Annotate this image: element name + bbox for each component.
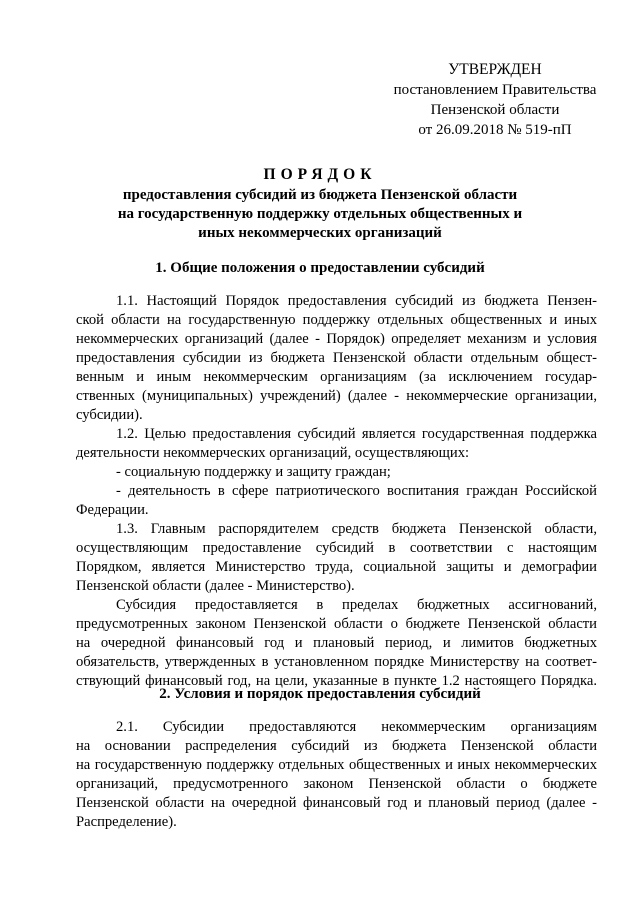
paragraph-line: организаций, предусмотренного законом Пензенской области о бюджете (76, 776, 597, 792)
paragraph-line: Федерации. (76, 502, 149, 518)
paragraph-line: на основании распределения субсидий из бюджета Пензенской области (76, 738, 597, 754)
section-1-body (76, 292, 597, 691)
paragraph-line: 1.1. Настоящий Порядок предоставления субсидий из бюджета Пензен- (116, 293, 597, 309)
paragraph-line: Порядком, является Министерство труда, социальной защиты и демографии (76, 559, 597, 575)
paragraph-line: венным и иным некоммерческим организациям (за исключением государ- (76, 369, 597, 385)
paragraph-line: 2.1. Субсидии предоставляются некоммерческим организациям (116, 719, 597, 735)
section-1-heading: 1. Общие положения о предоставлении субсидий (155, 260, 485, 276)
title-word: ПОРЯДОК (263, 166, 377, 183)
list-item: - деятельность в сфере патриотического воспитания граждан Российской (116, 483, 597, 499)
paragraph-line: на государственную поддержку отдельных общественных и иных некоммерческих (76, 757, 597, 773)
paragraph-line: субсидии). (76, 407, 143, 423)
section-2-body (76, 718, 597, 832)
title-line-3: иных некоммерческих организаций (198, 225, 442, 241)
paragraph-line: ской области на государственную поддержку отдельных общественных и иных (76, 312, 597, 328)
section-2-heading: 2. Условия и порядок предоставления субсидий (159, 686, 481, 702)
paragraph-line: некоммерческих организаций (далее - Порядок) определяет механизм и условия (76, 331, 597, 347)
approval-stamp (380, 60, 610, 140)
approval-line-2: Пензенской области (430, 102, 560, 118)
paragraph-line: ственных (муниципальных) учреждений) (далее - некоммерческие организации, (76, 388, 597, 404)
title-line-2: на государственную поддержку отдельных общественных и (117, 206, 523, 222)
approval-line-1: постановлением Правительства (393, 82, 597, 98)
paragraph-line: Субсидия предоставляется в пределах бюджетных ассигнований, (116, 597, 597, 613)
paragraph-line: Распределение). (76, 814, 177, 830)
list-item: - социальную поддержку и защиту граждан; (116, 464, 391, 480)
paragraph-line: обязательств, утвержденных в установленном порядке Министерству на соответ- (76, 654, 597, 670)
paragraph-line: деятельности некоммерческих организаций, осуществляющих: (76, 445, 470, 461)
paragraph-line: предусмотренных законом Пензенской области о бюджете Пензенской области (76, 616, 597, 632)
paragraph-line: 1.2. Целью предоставления субсидий является государственная поддержка (116, 426, 597, 442)
paragraph-line: ствующий финансовый год, на цели, указанные в пункте 1.2 настоящего Порядка. (76, 673, 597, 689)
paragraph-line: на очередной финансовый год и плановый период, и лимитов бюджетных (76, 635, 597, 651)
paragraph-line: осуществляющим предоставление субсидий в соответствии с настоящим (76, 540, 597, 556)
paragraph-line: Пензенской области (далее - Министерство). (76, 578, 355, 594)
approval-date: от 26.09.2018 № 519-пП (418, 122, 572, 138)
paragraph-line: предоставления субсидии из бюджета Пензенской области отдельным общест- (76, 350, 597, 366)
approval-title: УТВЕРЖДЕН (448, 61, 542, 78)
document-title (40, 165, 600, 243)
paragraph-line: Пензенской области на очередной финансовый год и плановый период (далее - (76, 795, 597, 811)
title-line-1: предоставления субсидий из бюджета Пензенской области (122, 187, 518, 203)
paragraph-line: 1.3. Главным распорядителем средств бюджета Пензенской области, (116, 521, 597, 537)
